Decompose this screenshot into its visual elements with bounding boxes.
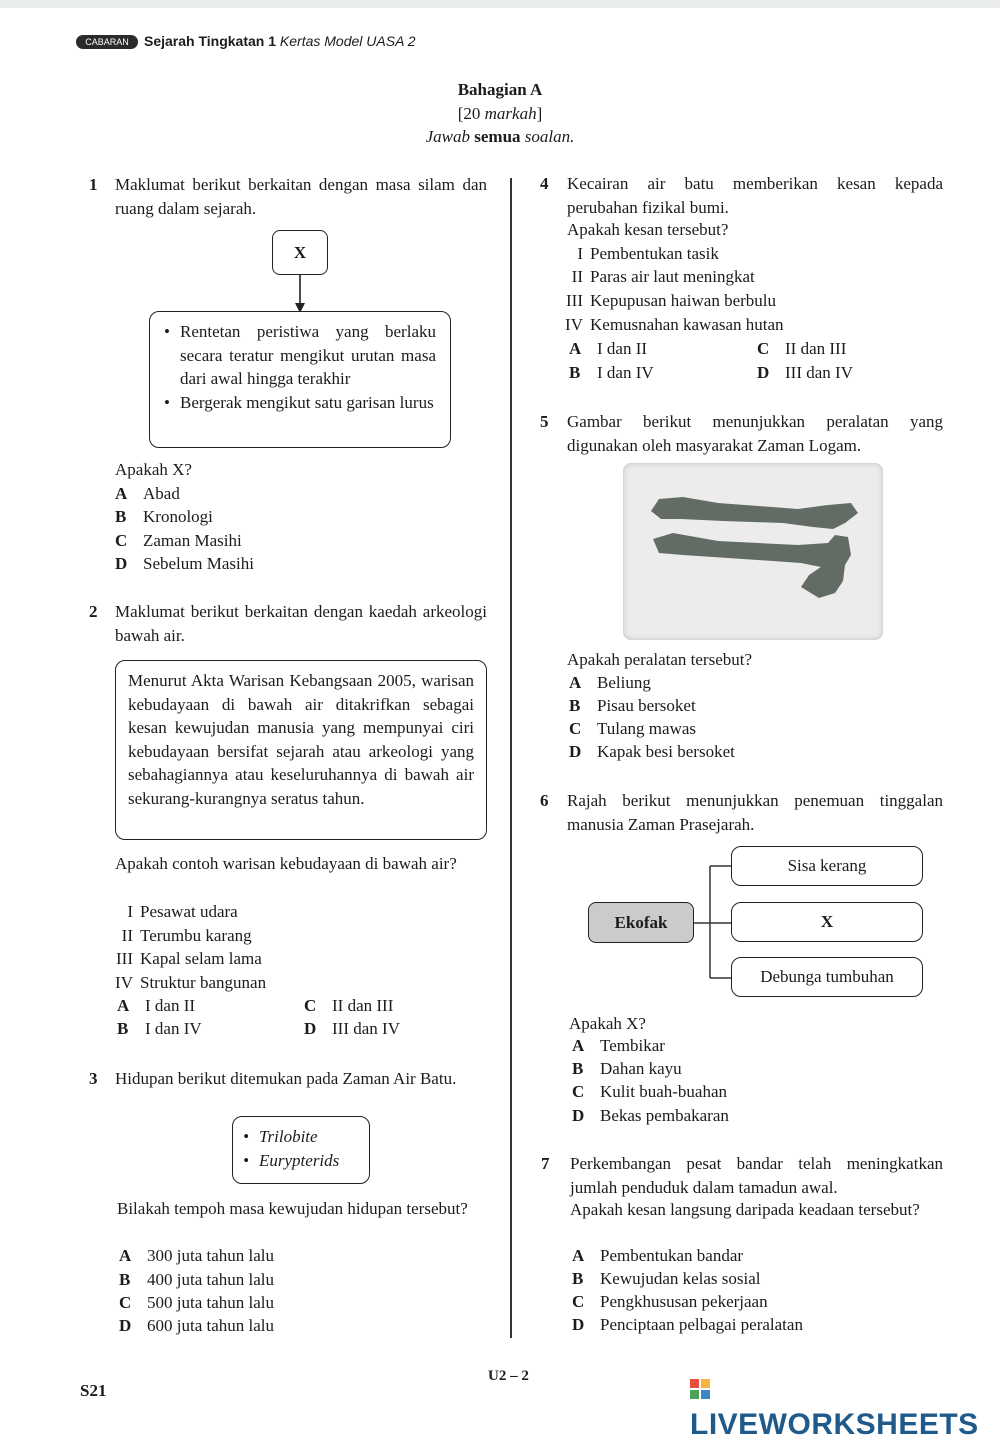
q5-option-a[interactable]: A Beliung: [569, 673, 651, 692]
section-title: Bahagian A: [457, 80, 543, 99]
liveworksheets-brand[interactable]: [690, 1374, 1000, 1442]
q2-option-c[interactable]: C II dan III: [304, 996, 394, 1015]
q1-bullet: • Rentetan peristiwa yang berlaku secara teratur mengikut urutan masa dari awal hingga terakhir: [164, 320, 436, 391]
q2-option-a[interactable]: A I dan II: [117, 996, 196, 1015]
section-marks: [20 markah]: [457, 104, 543, 123]
q1-stem: Maklumat berikut berkaitan dengan masa silam dan ruang dalam sejarah.: [115, 175, 487, 218]
q7-stem: Perkembangan pesat bandar telah meningkatkan jumlah penduduk dalam tamadun awal.: [570, 1154, 943, 1197]
q5-stem: Gambar berikut menunjukkan peralatan yang digunakan oleh masyarakat Zaman Logam.: [567, 412, 943, 455]
q5-tool-photo: [623, 463, 883, 640]
top-decor-bar: [0, 0, 1000, 8]
q3-option-d[interactable]: D 600 juta tahun lalu: [119, 1316, 275, 1335]
q6-branch-label: X: [820, 912, 834, 931]
q3-number: 3: [89, 1069, 98, 1088]
page-header: [76, 33, 416, 49]
paper-title: Kertas Model UASA 2: [279, 33, 416, 49]
q2-statement: IV Struktur bangunan: [115, 973, 267, 992]
q7-option-b[interactable]: B Kewujudan kelas sosial: [572, 1269, 761, 1288]
q7-option-c[interactable]: C Pengkhususan pekerjaan: [572, 1292, 768, 1311]
q2-question: Apakah contoh warisan kebudayaan di bawah air?: [115, 854, 457, 873]
q1-x-label: X: [293, 242, 307, 262]
q1-option-a[interactable]: A Abad: [115, 484, 180, 503]
q1-number: 1: [89, 175, 98, 194]
q1-definition-box: [149, 311, 451, 448]
book-title: Sejarah Tingkatan 1: [144, 33, 277, 49]
q3-fossil-box: [232, 1116, 370, 1184]
q2-number: 2: [89, 602, 98, 621]
q7-question: Apakah kesan langsung daripada keadaan tersebut?: [570, 1200, 920, 1219]
q6-root-ekofak: [588, 902, 694, 943]
section-instruction: Jawab semua soalan.: [425, 127, 575, 146]
q5-option-c[interactable]: C Tulang mawas: [569, 719, 697, 738]
q7-number: 7: [541, 1154, 550, 1173]
liveworksheets-logo-icon: [690, 1379, 710, 1399]
q4-statement: III Kepupusan haiwan berbulu: [566, 291, 777, 310]
q5-option-b[interactable]: B Pisau bersoket: [569, 696, 696, 715]
socketed-axe-icon: [623, 463, 883, 640]
q6-root-label: Ekofak: [614, 912, 668, 932]
q6-number: 6: [540, 791, 549, 810]
q4-number: 4: [540, 174, 549, 193]
q1-x-box: [272, 230, 328, 275]
q6-connectors: [690, 860, 735, 990]
q4-option-a[interactable]: A I dan II: [569, 339, 648, 358]
publisher-logo: CABARAN: [76, 35, 138, 49]
q6-option-b[interactable]: B Dahan kayu: [572, 1059, 682, 1078]
q2-option-b[interactable]: B I dan IV: [117, 1019, 202, 1038]
q6-option-c[interactable]: C Kulit buah-buahan: [572, 1082, 727, 1101]
q3-stem: Hidupan berikut ditemukan pada Zaman Air Batu.: [115, 1069, 457, 1088]
q1-option-d[interactable]: D Sebelum Masihi: [115, 554, 254, 573]
q7-option-d[interactable]: D Penciptaan pelbagai peralatan: [572, 1315, 803, 1334]
q3-fossil-item: • Eurypterids: [243, 1149, 359, 1173]
column-divider: [510, 178, 512, 1338]
q2-stem: Maklumat berikut berkaitan dengan kaedah arkeologi bawah air.: [115, 602, 487, 645]
q2-statement: III Kapal selam lama: [116, 949, 262, 968]
q6-branch-label: Sisa kerang: [787, 856, 867, 875]
footer-code: S21: [80, 1381, 107, 1400]
q5-number: 5: [540, 412, 549, 431]
q4-stem: Kecairan air batu memberikan kesan kepada perubahan fizikal bumi.: [567, 174, 943, 217]
q4-statement: II Paras air laut meningkat: [571, 267, 755, 286]
q4-statement: IV Kemusnahan kawasan hutan: [565, 315, 784, 334]
q1-question: Apakah X?: [115, 460, 192, 479]
q6-branch: [731, 957, 923, 997]
q3-option-a[interactable]: A 300 juta tahun lalu: [119, 1246, 275, 1265]
q4-statement: I Pembentukan tasik: [577, 244, 719, 263]
q2-box-text: Menurut Akta Warisan Kebangsaan 2005, warisan kebudayaan di bawah air ditakrifkan sebagai kesan kewujudan manusia yang mempunyai ciri kebudayaan bersifat sejarah atau arkeologi yang sebahagiannya atau keseluruhannya di bawah air sekurang-kurangnya seratus tahun.: [128, 671, 474, 808]
q5-option-d[interactable]: D Kapak besi bersoket: [569, 742, 735, 761]
q2-statement: II Terumbu karang: [121, 926, 252, 945]
q1-option-c[interactable]: C Zaman Masihi: [115, 531, 242, 550]
q6-stem: Rajah berikut menunjukkan penemuan tinggalan manusia Zaman Prasejarah.: [567, 791, 943, 834]
q4-option-b[interactable]: B I dan IV: [569, 363, 654, 382]
q1-bullet: • Bergerak mengikut satu garisan lurus: [164, 391, 436, 415]
q3-fossil-item: • Trilobite: [243, 1125, 359, 1149]
q6-option-d[interactable]: D Bekas pembakaran: [572, 1106, 729, 1125]
q6-branch-x: [731, 902, 923, 942]
q3-option-b[interactable]: B 400 juta tahun lalu: [119, 1270, 275, 1289]
q4-option-d[interactable]: D III dan IV: [757, 363, 853, 382]
q4-option-c[interactable]: C II dan III: [757, 339, 847, 358]
q3-question: Bilakah tempoh masa kewujudan hidupan tersebut?: [117, 1199, 468, 1218]
q7-option-a[interactable]: A Pembentukan bandar: [572, 1246, 744, 1265]
q3-option-c[interactable]: C 500 juta tahun lalu: [119, 1293, 275, 1312]
q1-arrow: [290, 275, 310, 315]
q6-branch-label: Debunga tumbuhan: [760, 967, 894, 986]
q4-question: Apakah kesan tersebut?: [567, 220, 729, 239]
q6-branch: [731, 846, 923, 886]
q5-question: Apakah peralatan tersebut?: [567, 650, 753, 669]
liveworksheets-brand-text: LIVEWORKSHEETS: [690, 1408, 979, 1441]
q2-option-d[interactable]: D III dan IV: [304, 1019, 400, 1038]
q6-question: Apakah X?: [569, 1014, 646, 1033]
q2-statement: I Pesawat udara: [127, 902, 238, 921]
q1-option-b[interactable]: B Kronologi: [115, 507, 213, 526]
q6-option-a[interactable]: A Tembikar: [572, 1036, 665, 1055]
footer-page-number: U2 – 2: [488, 1368, 529, 1384]
q2-definition-box: [115, 660, 487, 840]
